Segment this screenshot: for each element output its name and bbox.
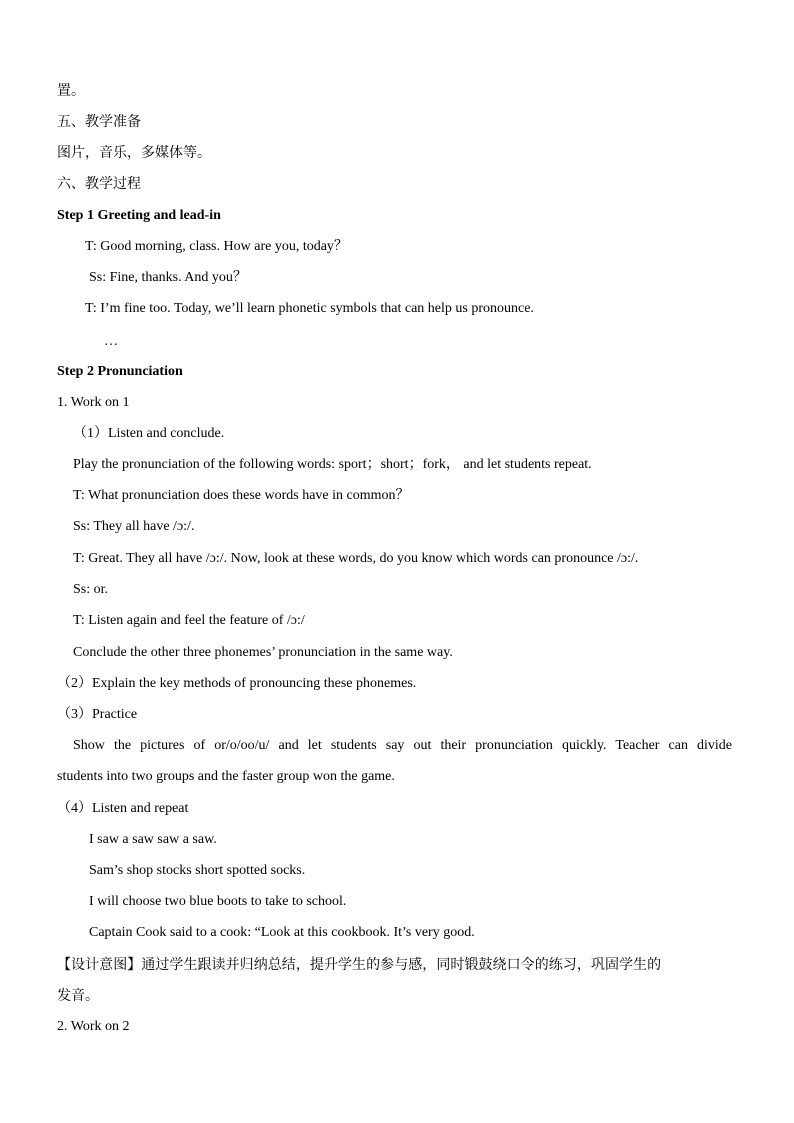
numbered-item: （1）Listen and conclude. bbox=[73, 426, 225, 441]
step-heading: Step 2 Pronunciation bbox=[57, 364, 183, 379]
design-intent-continued: 发音。 bbox=[57, 988, 99, 1004]
dialogue-line: Ss: or. bbox=[73, 582, 109, 597]
dialogue-line: T: What pronunciation does these words have in common？ bbox=[73, 488, 410, 503]
dialogue-line: T: Great. They all have /ɔ:/. Now, look at these words, do you know which words can pronounce /ɔ:/. bbox=[73, 551, 639, 566]
section-heading: 五、教学准备 bbox=[57, 114, 141, 130]
tongue-twister: I will choose two blue boots to take to school. bbox=[89, 894, 347, 909]
numbered-item: （3）Practice bbox=[57, 707, 138, 722]
text-line: Show the pictures of or/o/oo/u/ and let students say out their pronunciation quickly. Teacher can divide bbox=[73, 738, 732, 753]
text-line: Conclude the other three phonemes’ pronunciation in the same way. bbox=[73, 645, 453, 660]
dialogue-line: T: Good morning, class. How are you, today？ bbox=[85, 239, 348, 254]
text-line: 图片，音乐，多媒体等。 bbox=[57, 145, 211, 161]
step-heading: Step 1 Greeting and lead-in bbox=[57, 208, 221, 223]
section-heading: 六、教学过程 bbox=[57, 176, 141, 192]
design-intent: 【设计意图】通过学生跟读并归纳总结，提升学生的参与感，同时锻鼓绕口令的练习，巩固学生的 bbox=[57, 957, 662, 973]
tongue-twister: Captain Cook said to a cook: “Look at this cookbook. It’s very good. bbox=[89, 925, 475, 940]
numbered-item: （2）Explain the key methods of pronouncing these phonemes. bbox=[57, 676, 417, 691]
numbered-item: （4）Listen and repeat bbox=[57, 801, 189, 816]
ellipsis: … bbox=[104, 334, 118, 349]
dialogue-line: Ss: Fine, thanks. And you？ bbox=[89, 270, 247, 285]
tongue-twister: Sam’s shop stocks short spotted socks. bbox=[89, 863, 306, 878]
tongue-twister: I saw a saw saw a saw. bbox=[89, 832, 217, 847]
text-line: Play the pronunciation of the following words: sport；short；fork， and let students repeat. bbox=[73, 457, 592, 472]
subsection-heading: 2. Work on 2 bbox=[57, 1019, 130, 1034]
text-line: students into two groups and the faster group won the game. bbox=[57, 769, 395, 784]
dialogue-line: T: I’m fine too. Today, we’ll learn phonetic symbols that can help us pronounce. bbox=[85, 301, 534, 316]
dialogue-line: Ss: They all have /ɔ:/. bbox=[73, 519, 195, 534]
subsection-heading: 1. Work on 1 bbox=[57, 395, 130, 410]
text-line: 置。 bbox=[57, 83, 85, 99]
dialogue-line: T: Listen again and feel the feature of /ɔ:/ bbox=[73, 613, 305, 628]
